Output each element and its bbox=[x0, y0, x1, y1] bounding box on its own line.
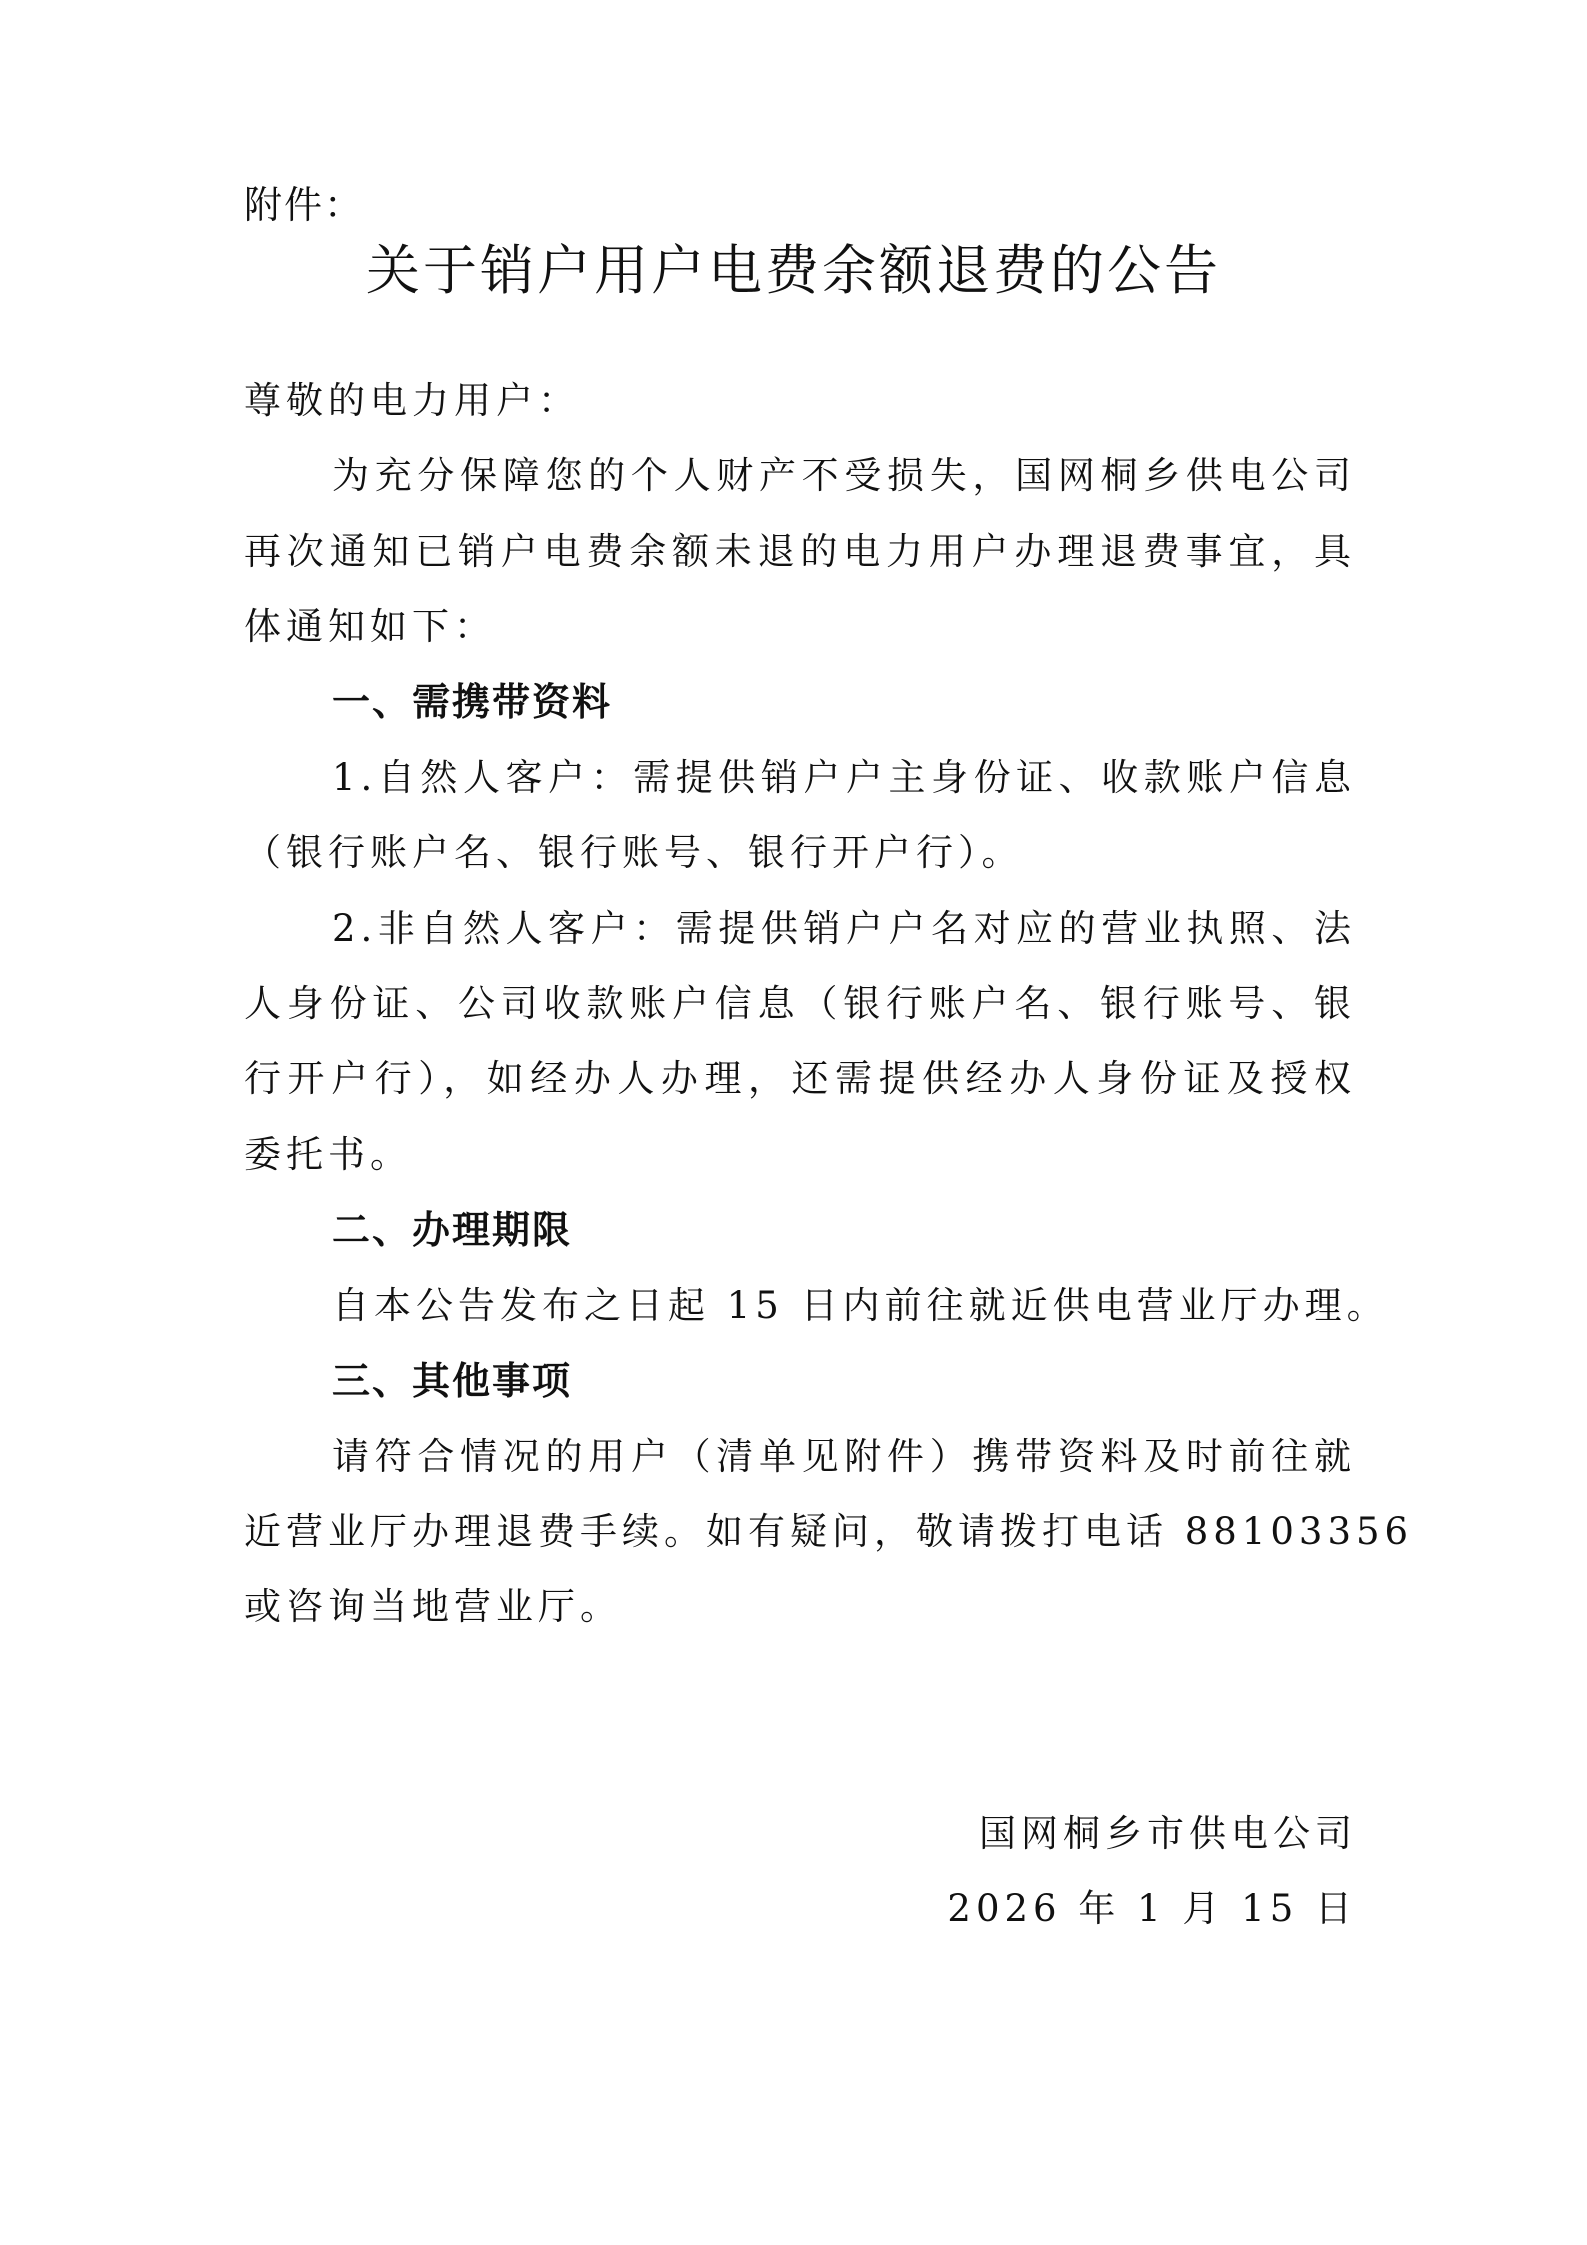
section1-item2-line-3: 行开户行），如经办人办理，还需提供经办人身份证及授权 bbox=[244, 1057, 1356, 1100]
attachment-label: 附件： bbox=[244, 183, 365, 227]
section3-line-3: 或咨询当地营业厅。 bbox=[244, 1585, 622, 1628]
salutation: 尊敬的电力用户： bbox=[244, 379, 580, 422]
section3-line-2: 近营业厅办理退费手续。如有疑问，敬请拨打电话 88103356 bbox=[244, 1510, 1414, 1553]
intro-line-3: 体通知如下： bbox=[244, 605, 496, 648]
intro-line-1: 为充分保障您的个人财产不受损失，国网桐乡供电公司 bbox=[332, 454, 1356, 497]
document-title: 关于销户用户电费余额退费的公告 bbox=[366, 239, 1221, 302]
section2-line-1: 自本公告发布之日起 15 日内前往就近供电营业厅办理。 bbox=[332, 1284, 1389, 1327]
section3-heading: 三、其他事项 bbox=[332, 1359, 573, 1403]
signature-organization: 国网桐乡市供电公司 bbox=[979, 1812, 1357, 1855]
signature-date: 2026 年 1 月 15 日 bbox=[947, 1887, 1357, 1930]
section1-heading: 一、需携带资料 bbox=[332, 680, 613, 724]
section3-line-1: 请符合情况的用户（清单见附件）携带资料及时前往就 bbox=[332, 1435, 1356, 1478]
section1-item2-line-1: 2.非自然人客户：需提供销户户名对应的营业执照、法 bbox=[332, 907, 1356, 950]
section1-item1-line-2: （银行账户名、银行账号、银行开户行）。 bbox=[244, 831, 1024, 874]
section1-item2-line-4: 委托书。 bbox=[244, 1133, 412, 1176]
section2-heading: 二、办理期限 bbox=[332, 1208, 573, 1252]
section1-item1-line-1: 1.自然人客户：需提供销户户主身份证、收款账户信息 bbox=[332, 756, 1356, 799]
section1-item2-line-2: 人身份证、公司收款账户信息（银行账户名、银行账号、银 bbox=[244, 982, 1356, 1025]
intro-line-2: 再次通知已销户电费余额未退的电力用户办理退费事宜，具 bbox=[244, 530, 1356, 573]
